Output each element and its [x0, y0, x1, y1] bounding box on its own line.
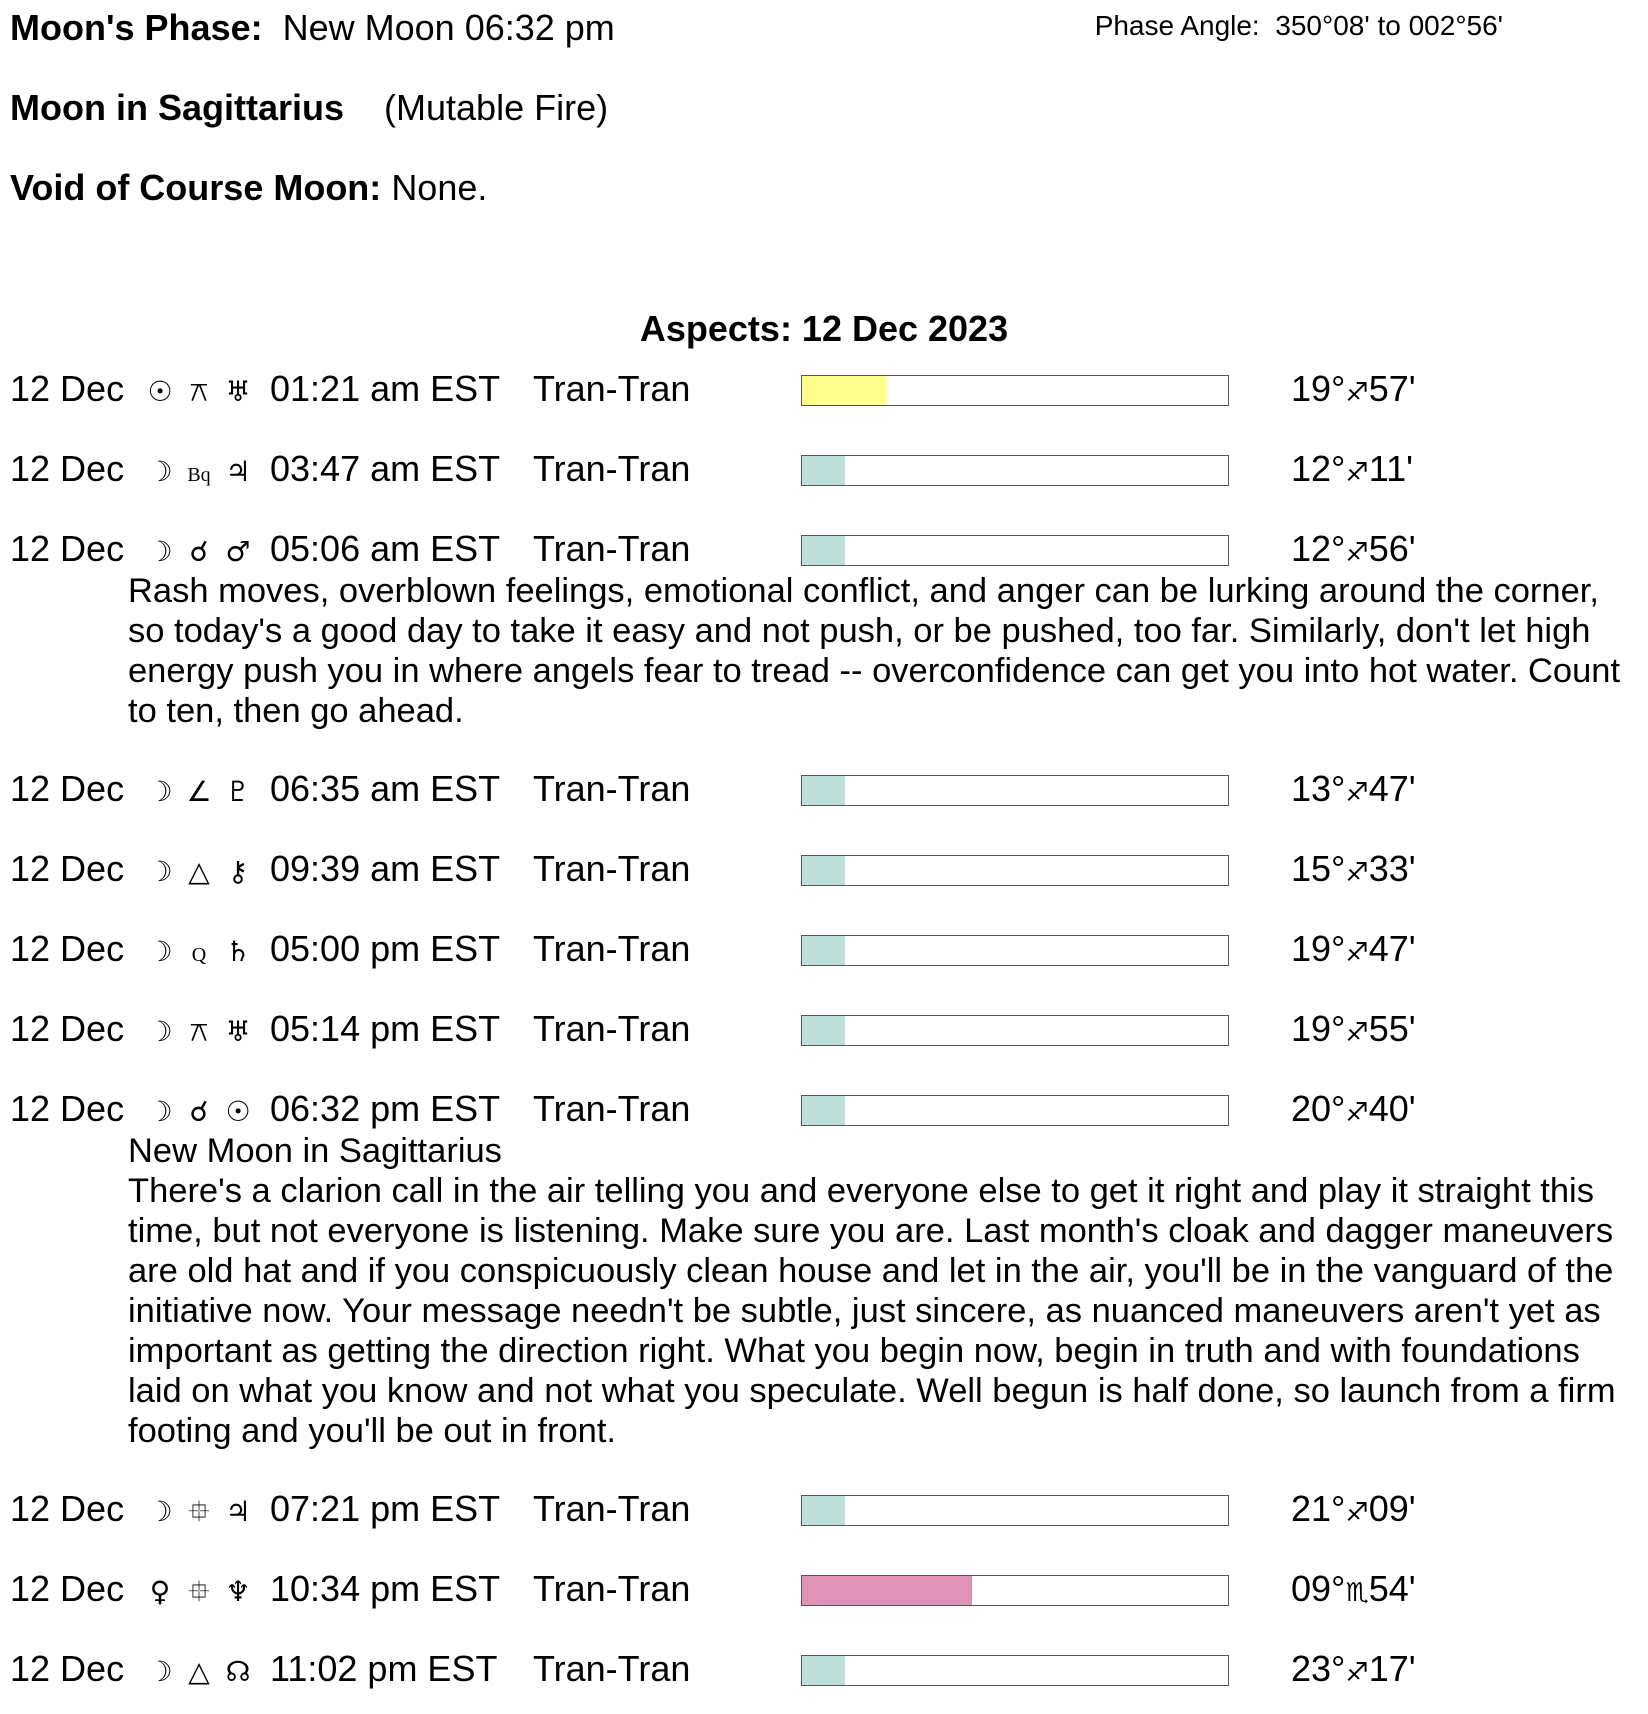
aspect-date: 12 Dec	[10, 848, 125, 889]
jupiter-icon: ♃	[225, 1495, 251, 1528]
position-minutes: 47'	[1368, 768, 1416, 809]
moon-icon: ☽	[147, 775, 173, 808]
position-degree: 15°	[1291, 848, 1346, 889]
aspect-glyphs	[140, 529, 258, 572]
moon-phase-line	[10, 8, 615, 48]
void-of-course-line	[10, 168, 487, 208]
aspect-date: 12 Dec	[10, 768, 125, 809]
moon-icon: ☽	[147, 1015, 173, 1048]
position-degree: 19°	[1291, 928, 1346, 969]
aspect-position	[1291, 1569, 1416, 1613]
aspect-position	[1291, 1089, 1416, 1133]
pluto-icon: ♇	[225, 775, 251, 808]
moon-icon: ☽	[147, 535, 173, 568]
aspect-position	[1291, 849, 1416, 893]
aspect-time: 03:47 am EST	[270, 448, 501, 489]
strength-bar-fill	[802, 536, 845, 565]
aspect-date: 12 Dec	[10, 1568, 125, 1609]
aspect-time: 11:02 pm EST	[270, 1648, 498, 1689]
aspect-position	[1291, 929, 1416, 973]
aspect-date: 12 Dec	[10, 368, 125, 409]
aspect-date: 12 Dec	[10, 448, 125, 489]
saturn-icon: ♄	[225, 935, 251, 968]
position-minutes: 56'	[1368, 528, 1416, 569]
aspect-kind: Tran-Tran	[533, 768, 691, 809]
quintile-icon: Q	[191, 944, 207, 966]
aspect-position	[1291, 449, 1413, 493]
phase-angle-value: 350°08' to 002°56'	[1275, 10, 1503, 41]
aspect-row	[10, 1089, 1640, 1129]
aspect-glyphs	[140, 769, 258, 812]
phase-angle-line	[1095, 10, 1503, 42]
moon-icon: ☽	[147, 1495, 173, 1528]
position-minutes: 17'	[1368, 1648, 1416, 1689]
aspect-position	[1291, 369, 1416, 413]
zodiac-sign-icon: ♐	[1345, 1018, 1369, 1048]
aspect-row	[10, 1569, 1640, 1609]
position-degree: 13°	[1291, 768, 1346, 809]
aspect-kind: Tran-Tran	[533, 448, 691, 489]
strength-bar	[801, 855, 1229, 886]
position-degree: 12°	[1291, 448, 1346, 489]
zodiac-sign-icon: ♐	[1345, 1498, 1369, 1528]
aspect-kind: Tran-Tran	[533, 1568, 691, 1609]
strength-bar	[801, 775, 1229, 806]
aspect-position	[1291, 1489, 1416, 1533]
moon-icon: ☽	[147, 455, 173, 488]
zodiac-sign-icon: ♐	[1345, 378, 1369, 408]
aspect-row	[10, 849, 1640, 889]
moon-phase-label: Moon's Phase:	[10, 7, 263, 48]
strength-bar-fill	[802, 1496, 845, 1525]
strength-bar-fill	[802, 456, 845, 485]
venus-icon: ♀	[149, 1575, 171, 1608]
aspect-glyphs	[140, 369, 258, 412]
aspect-kind: Tran-Tran	[533, 1088, 691, 1129]
strength-bar-fill	[802, 776, 845, 805]
position-minutes: 11'	[1368, 448, 1414, 489]
aspect-glyphs	[140, 1089, 258, 1132]
aspect-glyphs	[140, 849, 258, 892]
jupiter-icon: ♃	[225, 455, 251, 488]
aspect-description-title: New Moon in Sagittarius	[128, 1132, 502, 1170]
aspect-row	[10, 369, 1640, 409]
strength-bar-fill	[802, 856, 845, 885]
sun-icon: ☉	[225, 1095, 251, 1128]
position-minutes: 54'	[1368, 1568, 1416, 1609]
aspect-description	[128, 571, 1638, 731]
position-degree: 09°	[1291, 1568, 1346, 1609]
moon-sign-label: Moon in Sagittarius	[10, 87, 345, 128]
neptune-icon: ♆	[225, 1575, 251, 1608]
aspect-time: 06:32 pm EST	[270, 1088, 501, 1129]
aspect-date: 12 Dec	[10, 1648, 125, 1689]
aspect-row	[10, 449, 1640, 489]
zodiac-sign-icon: ♐	[1345, 458, 1369, 488]
aspect-glyphs	[140, 449, 258, 495]
strength-bar-fill	[802, 376, 887, 405]
strength-bar-fill	[802, 1096, 845, 1125]
strength-bar	[801, 535, 1229, 566]
phase-angle-label: Phase Angle:	[1094, 10, 1260, 41]
aspect-glyphs	[140, 1649, 258, 1692]
quincunx-icon: ⚻	[189, 375, 209, 408]
aspect-date: 12 Dec	[10, 528, 125, 569]
strength-bar	[801, 1495, 1229, 1526]
aspect-row	[10, 1009, 1640, 1049]
position-degree: 23°	[1291, 1648, 1346, 1689]
uranus-icon: ♅	[225, 375, 251, 408]
position-degree: 19°	[1291, 368, 1346, 409]
moon-icon: ☽	[147, 935, 173, 968]
position-degree: 12°	[1291, 528, 1346, 569]
aspect-date: 12 Dec	[10, 928, 125, 969]
aspect-position	[1291, 769, 1416, 813]
position-degree: 19°	[1291, 1008, 1346, 1049]
aspects-title: Aspects: 12 Dec 2023	[639, 308, 1009, 349]
quincunx-icon: ⚻	[189, 1015, 209, 1048]
zodiac-sign-icon: ♐	[1345, 858, 1369, 888]
aspect-row	[10, 929, 1640, 969]
aspect-row	[10, 1489, 1640, 1529]
sun-icon: ☉	[147, 375, 173, 408]
aspect-row	[10, 1649, 1640, 1689]
aspect-position	[1291, 1009, 1416, 1053]
aspect-glyphs	[140, 1569, 258, 1612]
strength-bar	[801, 1095, 1229, 1126]
strength-bar-fill	[802, 1576, 972, 1605]
moon-icon: ☽	[147, 1655, 173, 1688]
aspect-date: 12 Dec	[10, 1088, 125, 1129]
aspect-position	[1291, 529, 1416, 573]
moon-icon: ☽	[147, 1095, 173, 1128]
void-of-course-label: Void of Course Moon:	[10, 167, 382, 208]
aspect-kind: Tran-Tran	[533, 1648, 691, 1689]
aspect-date: 12 Dec	[10, 1008, 125, 1049]
zodiac-sign-icon: ♐	[1345, 538, 1369, 568]
aspect-glyphs	[140, 1489, 258, 1532]
zodiac-sign-icon: ♐	[1345, 778, 1369, 808]
moon-icon: ☽	[147, 855, 173, 888]
strength-bar	[801, 1015, 1229, 1046]
strength-bar	[801, 1575, 1229, 1606]
void-of-course-value: None.	[391, 167, 488, 208]
aspect-kind: Tran-Tran	[533, 848, 691, 889]
aspect-time: 07:21 pm EST	[270, 1488, 501, 1529]
aspect-row	[10, 529, 1640, 569]
sesquiquadrate-icon: ⯐	[188, 1575, 210, 1608]
aspect-glyphs	[140, 929, 258, 975]
uranus-icon: ♅	[225, 1015, 251, 1048]
strength-bar-fill	[802, 1016, 845, 1045]
strength-bar	[801, 1655, 1229, 1686]
moon-sign-line	[10, 88, 608, 128]
conjunction-icon: ☌	[189, 535, 209, 568]
aspect-time: 01:21 am EST	[270, 368, 501, 409]
aspect-row	[10, 769, 1640, 809]
position-minutes: 47'	[1368, 928, 1416, 969]
aspect-description-text: There's a clarion call in the air telling you and everyone else to get it right and play it straight this time, but not everyone is listening. Make sure you are. Last month's cloak and dagger maneuvers are old hat and if you conspicuously clean house and let in the air, you'll be in the vanguard of the initiative now. Your message needn't be subtle, just sincere, as nuanced maneuvers aren't yet as important as getting the direction right. What you begin now, begin in truth and with foundations laid on what you know and not what you speculate. Well begun is half done, so launch from a firm footing and you'll be out in front.	[128, 1172, 1616, 1450]
chiron-icon: ⚷	[227, 855, 249, 888]
aspect-time: 09:39 am EST	[270, 848, 501, 889]
position-degree: 21°	[1291, 1488, 1346, 1529]
aspect-kind: Tran-Tran	[533, 528, 691, 569]
aspect-time: 05:06 am EST	[270, 528, 501, 569]
trine-icon: △	[188, 1655, 210, 1688]
aspect-time: 05:14 pm EST	[270, 1008, 501, 1049]
conjunction-icon: ☌	[189, 1095, 209, 1128]
strength-bar-fill	[802, 1656, 845, 1685]
semisquare-icon: ∠	[186, 775, 212, 808]
position-minutes: 55'	[1368, 1008, 1416, 1049]
aspect-kind: Tran-Tran	[533, 368, 691, 409]
aspect-time: 06:35 am EST	[270, 768, 501, 809]
aspect-position	[1291, 1649, 1416, 1693]
zodiac-sign-icon: ♏	[1345, 1578, 1369, 1608]
strength-bar	[801, 375, 1229, 406]
moon-phase-value: New Moon 06:32 pm	[282, 7, 615, 48]
mars-icon: ♂	[225, 535, 251, 568]
strength-bar	[801, 935, 1229, 966]
strength-bar	[801, 455, 1229, 486]
trine-icon: △	[188, 855, 210, 888]
sesquiquadrate-icon: ⯐	[188, 1495, 210, 1528]
north-node-icon: ☊	[225, 1655, 251, 1688]
position-minutes: 09'	[1368, 1488, 1416, 1529]
aspect-glyphs	[140, 1009, 258, 1052]
aspect-date: 12 Dec	[10, 1488, 125, 1529]
zodiac-sign-icon: ♐	[1345, 1658, 1369, 1688]
strength-bar-fill	[802, 936, 845, 965]
aspect-kind: Tran-Tran	[533, 1488, 691, 1529]
aspect-kind: Tran-Tran	[533, 1008, 691, 1049]
aspect-kind: Tran-Tran	[533, 928, 691, 969]
biquintile-icon: Bq	[187, 464, 211, 486]
position-minutes: 33'	[1368, 848, 1416, 889]
position-minutes: 40'	[1368, 1088, 1416, 1129]
position-minutes: 57'	[1368, 368, 1416, 409]
aspect-time: 10:34 pm EST	[270, 1568, 501, 1609]
moon-sign-quality: (Mutable Fire)	[384, 87, 609, 128]
aspect-description-text: Rash moves, overblown feelings, emotional conflict, and anger can be lurking around the corner, so today's a good day to take it easy and not push, or be pushed, too far. Similarly, don't let high energy push you in where angels fear to tread -- overconfidence can get you into hot water. Count to ten, then go ahead.	[128, 572, 1621, 730]
zodiac-sign-icon: ♐	[1345, 1098, 1369, 1128]
position-degree: 20°	[1291, 1088, 1346, 1129]
zodiac-sign-icon: ♐	[1345, 938, 1369, 968]
aspect-description	[128, 1131, 1638, 1451]
aspect-time: 05:00 pm EST	[270, 928, 501, 969]
